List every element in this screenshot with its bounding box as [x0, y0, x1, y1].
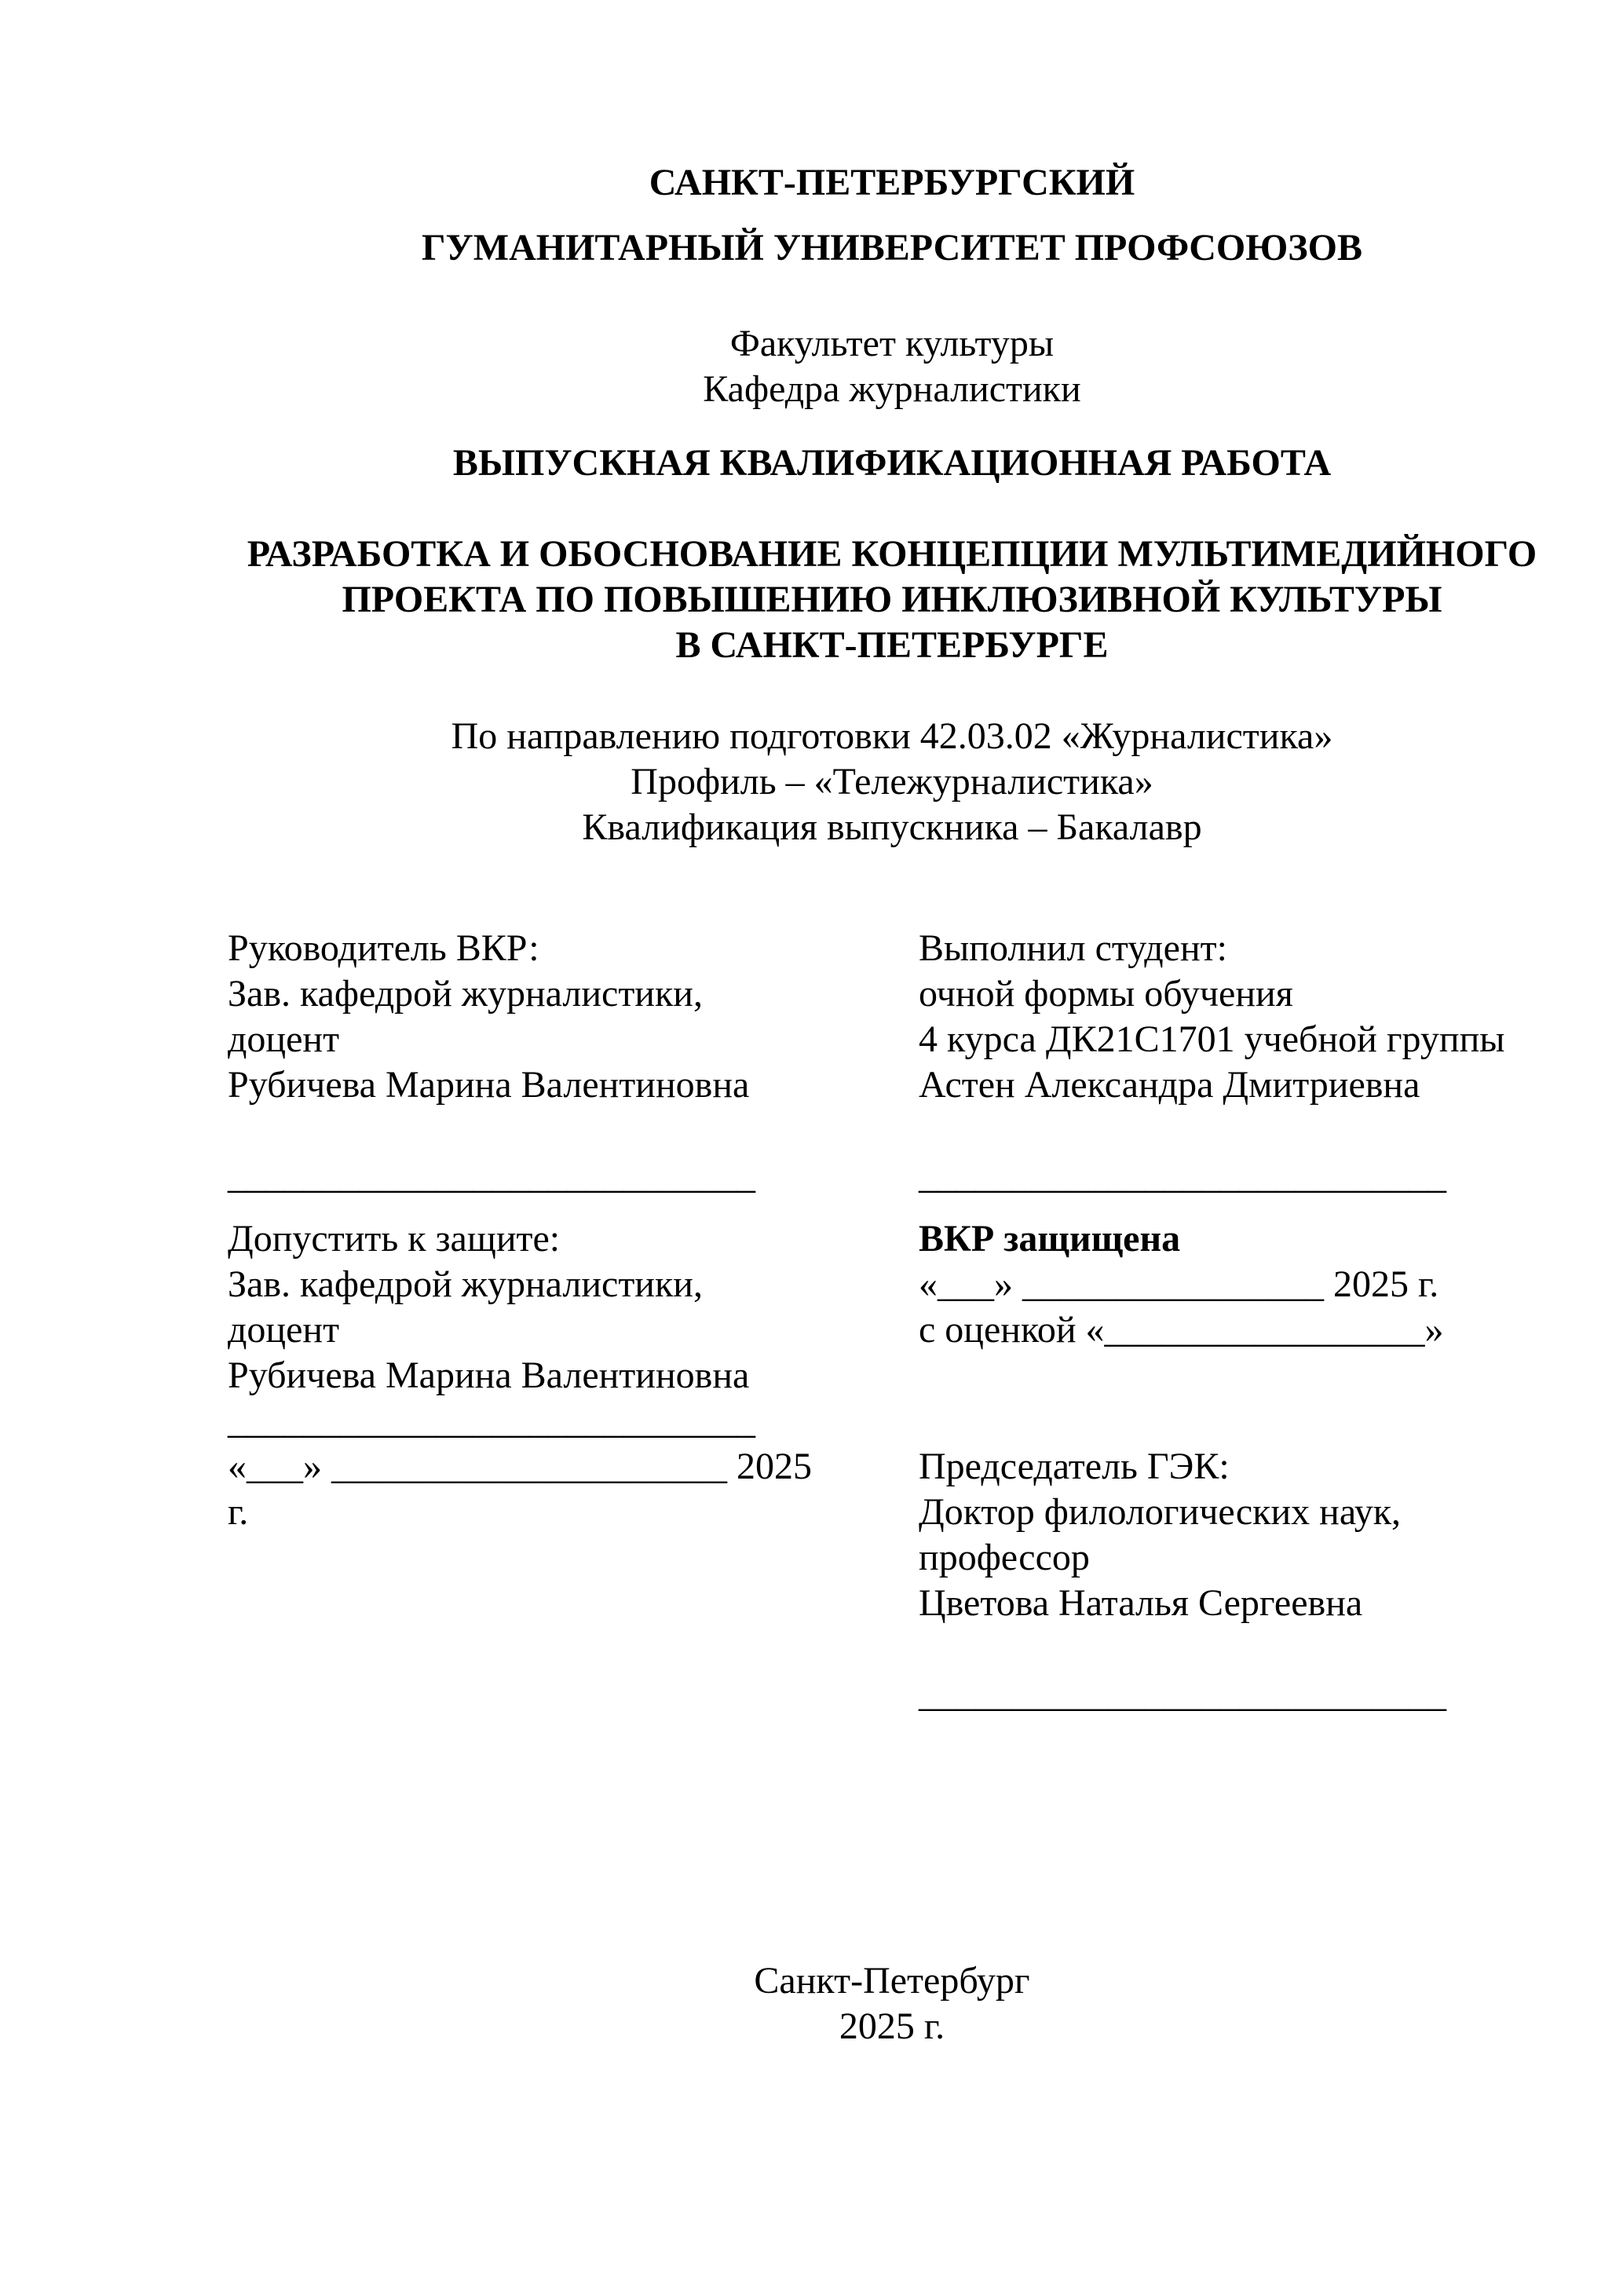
student-group-line: 4 курса ДК21С1701 учебной группы [919, 1018, 1505, 1060]
admission-date-wrap-line: г. [228, 1491, 249, 1533]
supervisor-block [228, 926, 919, 1199]
admission-name-line: Рубичева Марина Валентиновна [228, 1355, 750, 1396]
student-signature-line: ____________________________ [919, 1155, 1446, 1197]
supervisor-role-line: Руководитель ВКР: [228, 927, 539, 969]
signatures-row-1 [228, 926, 1556, 1199]
qualification-line: Квалификация выпускника – Бакалавр [582, 806, 1202, 848]
committee-heading-line: Председатель ГЭК: [919, 1446, 1230, 1487]
thesis-title-line3: В САНКТ-ПЕТЕРБУРГЕ [675, 624, 1109, 666]
program-info [228, 714, 1556, 850]
thesis-title-line2: ПРОЕКТА ПО ПОВЫШЕНИЮ ИНКЛЮЗИВНОЙ КУЛЬТУРЫ [342, 579, 1442, 620]
admission-rank-line: доцент [228, 1309, 340, 1351]
admission-heading-line: Допустить к защите: [228, 1218, 561, 1260]
student-role-line: Выполнил студент: [919, 927, 1227, 969]
student-name-line: Астен Александра Дмитриевна [919, 1064, 1420, 1106]
university-name-line2: ГУМАНИТАРНЫЙ УНИВЕРСИТЕТ ПРОФСОЮЗОВ [422, 227, 1362, 269]
student-form-line: очной формы обучения [919, 973, 1293, 1015]
student-block [919, 926, 1556, 1199]
supervisor-rank-line: доцент [228, 1018, 340, 1060]
year-line: 2025 г. [839, 2005, 945, 2047]
blank-line [919, 1626, 1556, 1672]
program-line: По направлению подготовки 42.03.02 «Журналистика» [451, 715, 1333, 757]
admission-signature-line: ____________________________ [228, 1400, 755, 1442]
committee-degree-line: Доктор филологических наук, [919, 1491, 1402, 1533]
supervisor-position-line: Зав. кафедрой журналистики, [228, 973, 703, 1015]
defense-committee-block [919, 1216, 1556, 1717]
profile-line: Профиль – «Тележурналистика» [631, 761, 1153, 803]
defense-date-line: «___» ________________ 2025 г. [919, 1263, 1439, 1305]
page-content [0, 160, 1623, 2049]
footer [228, 1958, 1556, 2049]
supervisor-signature-line: ____________________________ [228, 1155, 755, 1197]
thesis-title-line1: РАЗРАБОТКА И ОБОСНОВАНИЕ КОНЦЕПЦИИ МУЛЬТИМЕДИЙНОГО [247, 533, 1537, 575]
work-type-heading: ВЫПУСКНАЯ КВАЛИФИКАЦИОННАЯ РАБОТА [452, 442, 1332, 484]
faculty-line: Факультет культуры [729, 323, 1055, 364]
department-line: Кафедра журналистики [703, 368, 1081, 410]
blank-line [919, 1108, 1556, 1153]
blank-line [919, 1353, 1556, 1398]
blank-line [228, 1108, 919, 1153]
defense-status-line: ВКР защищена [919, 1218, 1181, 1260]
supervisor-name-line: Рубичева Марина Валентиновна [228, 1064, 750, 1106]
committee-signature-line: ____________________________ [919, 1673, 1446, 1715]
committee-rank-line: профессор [919, 1537, 1090, 1578]
university-name-line1: САНКТ-ПЕТЕРБУРГСКИЙ [649, 162, 1135, 203]
city-line: Санкт-Петербург [754, 1960, 1030, 2002]
blank-line [919, 1398, 1556, 1444]
admission-date-line: «___» _____________________ 2025 [228, 1446, 812, 1487]
admission-block [228, 1216, 919, 1717]
signatures-row-2 [228, 1216, 1556, 1717]
defense-grade-line: с оценкой «_________________» [919, 1309, 1444, 1351]
admission-position-line: Зав. кафедрой журналистики, [228, 1263, 703, 1305]
committee-name-line: Цветова Наталья Сергеевна [919, 1582, 1363, 1624]
thesis-title [228, 532, 1556, 668]
